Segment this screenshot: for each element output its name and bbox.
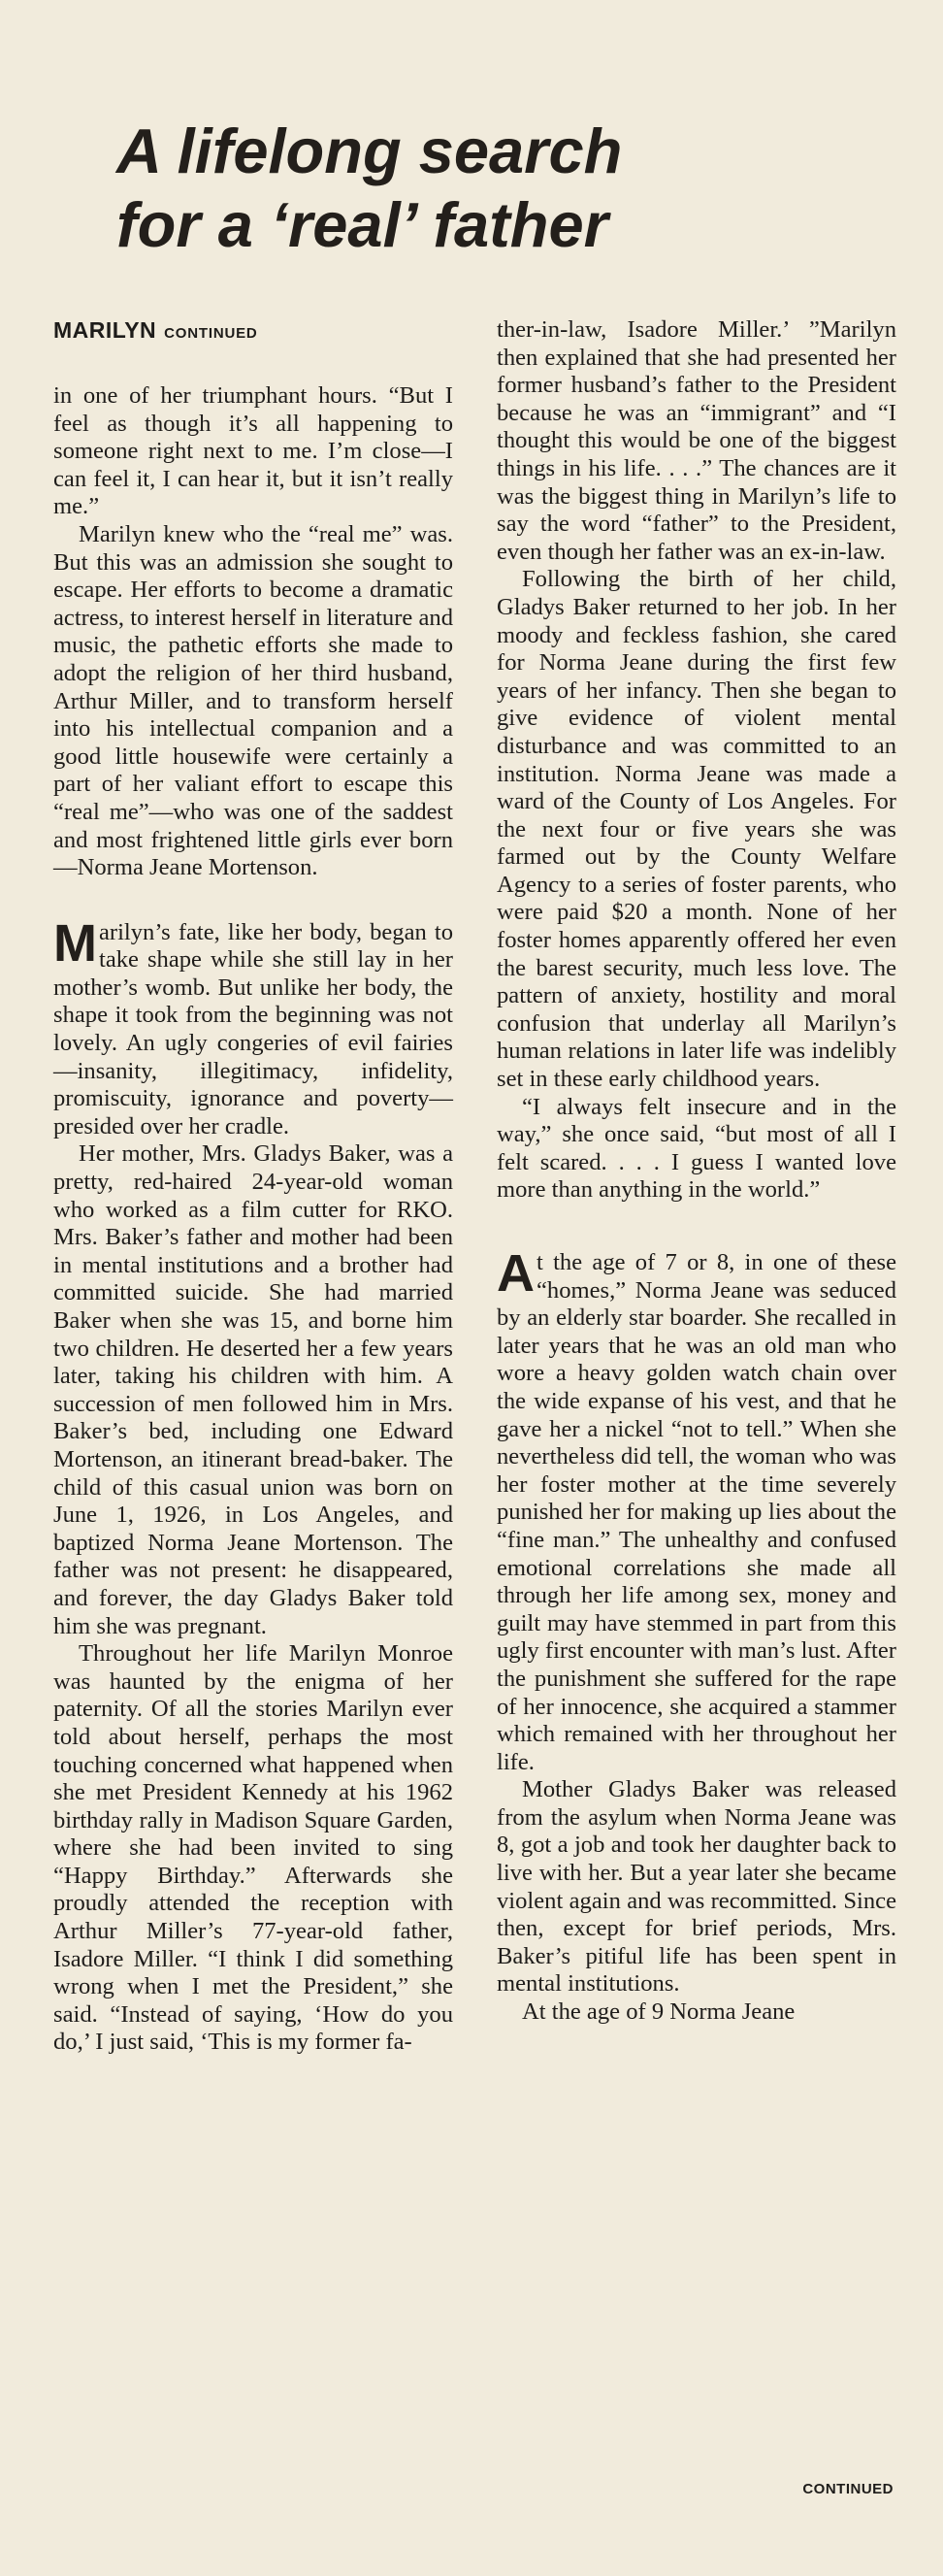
headline-line-2: for a ‘real’ father — [116, 189, 608, 260]
headline-line-1: A lifelong search — [116, 116, 623, 186]
paragraph: Her mother, Mrs. Gladys Baker, was a pretty, red-haired 24-year-old woman who worked as a film cutter for RKO. Mrs. Baker’s father and mother had been in mental institutions and a brother had committed suicide. She had married Baker when she was 15, and borne him two children. He deserted her a few years later, taking his children with him. A succession of men followed him in Mrs. Baker’s bed, including one Edward Mortenson, an itinerant bread-baker. The child of this casual union was born on June 1, 1926, in Los Angeles, and baptized Norma Jeane Mortenson. The father was not present: he disappeared, and forever, the day Gladys Baker told him she was pregnant. — [53, 1140, 453, 1639]
paragraph: “I always felt insecure and in the way,” she once said, “but most of all I felt scared. . . . I guess I wanted love more than anything in the world.” — [497, 1093, 896, 1204]
paragraph-text: arilyn’s fate, like her body, began to take shape while she still lay in her mother’s womb. But unlike her body, the shape it took from the beginning was not lovely. An ugly congeries of evil fairies—insanity, illegitimacy, infidelity, promiscuity, ignorance and poverty—presided over her cradle. — [53, 918, 453, 1139]
continued-label: CONTINUED — [802, 2481, 894, 2497]
paragraph: ther-in-law, Isadore Miller.’ ”Marilyn then explained that she had presented her former husband’s father to the President because he was an “immigrant” and “I thought this would be one of the biggest things in his life. . . .” The chances are it was the biggest thing in Marilyn’s life to say the word “father” to the President, even though her father was an ex-in-law. — [497, 316, 896, 565]
paragraph: Following the birth of her child, Gladys Baker returned to her job. In her moody and feckless fashion, she cared for Norma Jeane during the first few years of her infancy. Then she began to give evidence of violent mental disturbance and was committed to an institution. Norma Jeane was made a ward of the County of Los Angeles. For the next four or five years she was farmed out by the County Welfare Agency to a series of foster parents, who were paid $20 a month. None of her foster homes apparently offered her even the barest security, much less love. The pattern of anxiety, hostility and moral confusion that underlay all Marilyn’s human relations in later life was indelibly set in these early childhood years. — [497, 566, 896, 1093]
paragraph: At the age of 9 Norma Jeane — [522, 1998, 796, 2026]
paragraph: Marilyn knew who the “real me” was. But this was an admission she sought to escape. Her efforts to become a dramatic actress, to interest herself in literature and music, the pathetic efforts she made to adopt the religion of her third husband, Arthur Miller, and to transform herself into his intellectual companion and a good little housewife were certainly a part of her valiant effort to escape this “real me”—who was one of the saddest and most frightened little girls ever born—Norma Jeane Mortenson. — [53, 520, 453, 881]
paragraph: in one of her triumphant hours. “But I feel as though it’s all happening to someone right next to me. I’m close—I can feel it, I can hear it, but it isn’t really me.” — [53, 382, 453, 520]
headline — [116, 115, 854, 262]
kicker-name: MARILYN — [53, 317, 157, 343]
paragraph — [53, 913, 453, 1141]
kicker-continued: CONTINUED — [164, 325, 258, 342]
paragraph: Throughout her life Marilyn Monroe was haunted by the enigma of her paternity. Of all the stories Marilyn ever told about herself, perhaps the most touching concerned what happened when she met President Kennedy at his 1962 birthday rally in Madison Square Garden, where she had been invited to sing “Happy Birthday.” Afterwards she proudly attended the reception with Arthur Miller’s 77-year-old father, Isadore Miller. “I think I did something wrong when I met the President,” she said. “Instead of saying, ‘How do you do,’ I just said, ‘This is my former fa- — [53, 1640, 453, 2056]
paragraph-text: t the age of 7 or 8, in one of these “homes,” Norma Jeane was seduced by an elderly star boarder. She recalled in later years that he was an old man who wore a heavy golden watch chain over the wide expanse of his vest, and that he gave her a nickel “not to tell.” When she nevertheless did tell, the woman who was her foster mother at the time severely punished her for making up lies about the “fine man.” The unhealthy and confused emotional correlations she made all through her life among sex, money and guilt may have stemmed in part from this ugly first encounter with man’s lust. After the punishment she suffered for the rape of her innocence, she acquired a stammer which remained with her throughout her life. — [497, 1249, 896, 1775]
left-column — [53, 316, 453, 2057]
drop-cap: M — [53, 913, 97, 973]
paragraph: Mother Gladys Baker was released from the asylum when Norma Jeane was 8, got a job and took her daughter back to live with her. But a year later she became violent again and was recommitted. Since then, except for brief periods, Mrs. Baker’s pitiful life has been spent in mental institutions. — [497, 1776, 896, 1998]
drop-cap: A — [497, 1244, 535, 1303]
section-kicker — [53, 316, 453, 347]
paragraph — [497, 1244, 896, 1776]
right-column — [497, 316, 896, 2027]
